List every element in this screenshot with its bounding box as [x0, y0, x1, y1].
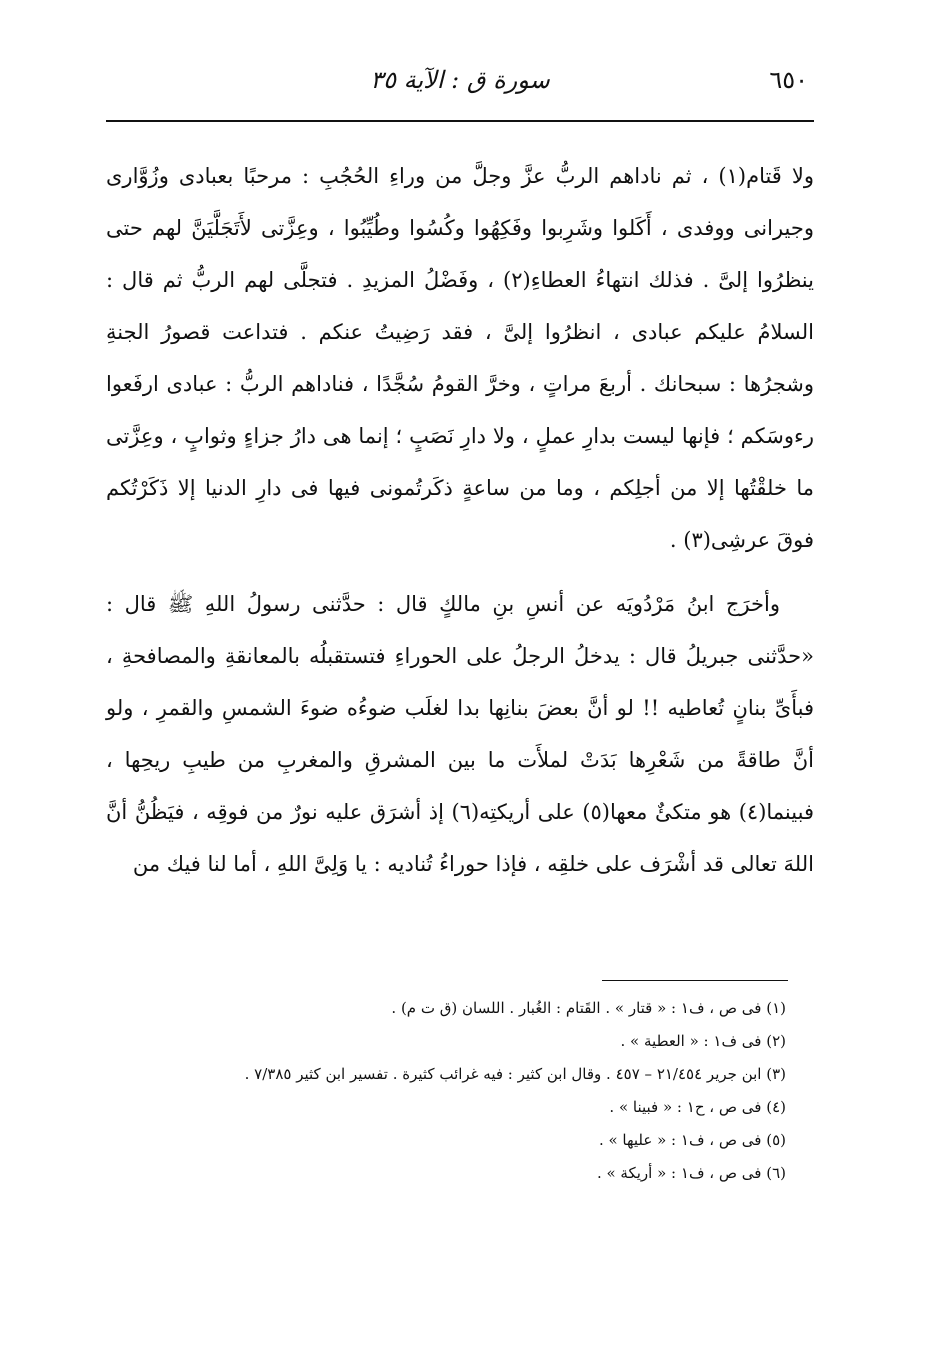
- footnote-4: (٤) فى ص ، ح١ : « فبينا » .: [609, 1098, 786, 1116]
- footnote-2: (٢) فى ف١ : « العطية » .: [620, 1032, 786, 1050]
- footnotes: [106, 992, 786, 1190]
- page-header: [106, 64, 814, 104]
- footnote-5: (٥) فى ص ، ف١ : « عليها » .: [598, 1131, 786, 1149]
- page-number: ٦٥٠: [769, 66, 808, 94]
- footnote-1: (١) فى ص ، ف١ : « قتار » . القَتام : الغُبار . اللسان (ق ت م) .: [391, 999, 786, 1017]
- footnote-3: (٣) ابن جرير ٢١/٤٥٤ – ٤٥٧ . وقال ابن كثير : فيه غرائب كثيرة . تفسير ابن كثير ٧/٣٨٥ .: [244, 1065, 786, 1083]
- paragraph-2: وأخرَج ابنُ مَرْدُويَه عن أنسِ بنِ مالكٍ قال : حدَّثنى رسولُ اللهِ ﷺ قال : «حدَّثنى جبريلُ قال : يدخلُ الرجلُ على الحوراءِ فتستقبلُه بالمعانقةِ والمصافحةِ ، فبأَىِّ بنانٍ تُعاطيه !! لو أنَّ بعضَ بنانِها بدا لغلَب ضوءُه ضوءَ الشمسِ والقمرِ ، ولو أنَّ طاقةً من شَعْرِها بَدَتْ لملأَت ما بين المشرقِ والمغربِ من طيبِ ريحِها ، فبينما(٤) هو متكئٌ معها(٥) على أريكتِه(٦) إذ أشرَق عليه نورٌ من فوقِه ، فيَظُنُّ أنَّ اللهَ تعالى قد أشْرَف على خلقِه ، فإذا حوراءُ تُناديه : يا وَلِىَّ اللهِ ، أما لنا فيك من: [106, 592, 814, 876]
- header-divider: [106, 120, 814, 122]
- footnote-divider: [602, 980, 788, 981]
- running-title: سورة ق : الآية ٣٥: [370, 66, 550, 94]
- main-text: [106, 150, 814, 890]
- footnote-6: (٦) فى ص ، ف١ : « أريكة » .: [596, 1164, 786, 1182]
- paragraph-1: ولا قَتام(١) ، ثم ناداهم الربُّ عزَّ وجلَّ من وراءِ الحُجُبِ : مرحبًا بعبادى وزُوَّارى وجيرانى ووفدى ، أَكَلوا وشَرِبوا وفَكِهُوا وكُسُوا وطُيِّبُوا ، وعِزَّتى لأَتَجَلَّيَنَّ لهم حتى ينظرُوا إلىَّ . فذلك انتهاءُ العطاءِ(٢) ، وفَضْلُ المزيدِ . فتجلَّى لهم الربُّ ثم قال : السلامُ عليكم عبادى ، انظرُوا إلىَّ ، فقد رَضِيتُ عنكم . فتداعت قصورُ الجنةِ وشجرُها : سبحانك . أربعَ مراتٍ ، وخرَّ القومُ سُجَّدًا ، فناداهم الربُّ : عبادى ارفَعوا رءوسَكم ؛ فإنها ليست بدارِ عملٍ ، ولا دارِ نَصَبٍ ؛ إنما هى دارُ جزاءٍ وثوابٍ ، وعِزَّتى ما خلقْتُها إلا من أجلِكم ، وما من ساعةٍ ذكَرتُمونى فيها فى دارِ الدنيا إلا ذَكَرْتُكم فوقَ عرشِى(٣) .: [106, 164, 814, 552]
